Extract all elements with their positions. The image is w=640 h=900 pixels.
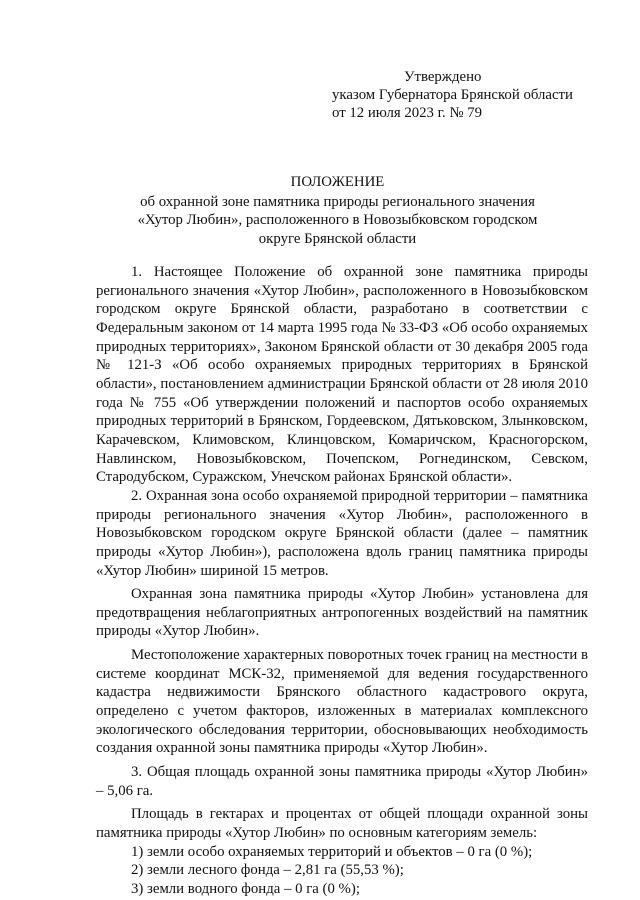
document-subtitle-line-1: об охранной зоне памятника природы регионального значения bbox=[140, 193, 535, 210]
paragraph-6: Площадь в гектарах и процентах от общей площади охранной зоны памятника природы «Хутор Любин» по основным категориям земель: bbox=[96, 806, 588, 842]
approval-date-line: от 12 июля 2023 г. № 79 bbox=[332, 105, 483, 121]
document-heading bbox=[90, 173, 585, 248]
list-item: 2) земли лесного фонда – 2,81 га (55,53 %); bbox=[131, 862, 404, 879]
document-body bbox=[96, 263, 588, 899]
approval-approved-label: Утверждено bbox=[404, 69, 482, 85]
document-subtitle-line-3: округе Брянской области bbox=[258, 230, 417, 247]
paragraph-1: 1. Настоящее Положение об охранной зоне памятника природы регионального значения «Хутор Любин», расположенного в Новозыбковском городском округе Брянской области, разработано в соответствии с Федеральным законом от 14 марта 1995 года № 33-ФЗ «Об особо охраняемых природных территориях», Законом Брянской области от 30 декабря 2005 года № 121-З «Об особо охраняемых природных территориях в Брянской области», постановлением администрации Брянской области от 28 июля 2010 года № 755 «Об утверждении положений и паспортов особо охраняемых природных территорий в Брянском, Гордеевском, Дятьковском, Злынковском, Карачевском, Климовском, Клинцовском, Комаричском, Красногорском, Навлинском, Новозыбковском, Почепском, Рогнединском, Севском, Стародубском, Суражском, Унечском районах Брянской области». bbox=[96, 264, 588, 486]
approval-decree-line: указом Губернатора Брянской области bbox=[332, 87, 573, 103]
list-item: 1) земли особо охраняемых территорий и объектов – 0 га (0 %); bbox=[131, 843, 533, 860]
document-title: ПОЛОЖЕНИЕ bbox=[290, 174, 385, 190]
paragraph-3: Охранная зона памятника природы «Хутор Любин» установлена для предотвращения неблагоприятных антропогенных воздействий на памятник природы «Хутор Любин». bbox=[96, 586, 588, 640]
approval-block bbox=[332, 68, 573, 122]
document-subtitle-line-2: «Хутор Любин», расположенного в Новозыбковском городском bbox=[137, 212, 538, 228]
paragraph-5: 3. Общая площадь охранной зоны памятника природы «Хутор Любин» – 5,06 га. bbox=[96, 764, 588, 799]
list-item: 3) земли водного фонда – 0 га (0 %); bbox=[131, 881, 360, 897]
paragraph-4: Местоположение характерных поворотных точек границ на местности в системе координат МСК-32, применяемой для ведения государственного кадастра недвижимости Брянского областного кадастрового округа, определено с учетом факторов, изложенных в материалах комплексного экологического обследования территории, обосновывающих необходимость создания охранной зоны памятника природы «Хутор Любин». bbox=[96, 647, 588, 757]
paragraph-2: 2. Охранная зона особо охраняемой природной территории – памятника природы регионального значения «Хутор Любин», расположенного в Новозыбковском городском округе Брянской области (далее – памятник природы «Хутор Любин»), расположена вдоль границ памятника природы «Хутор Любин» шириной 15 метров. bbox=[96, 487, 588, 579]
